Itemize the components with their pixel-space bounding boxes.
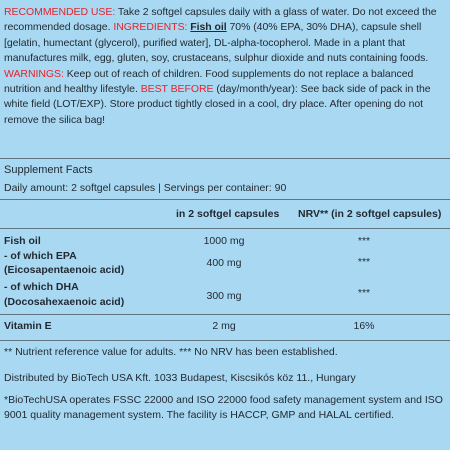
- ingredients-text: 70% (40% EPA, 30% DHA), capsule shell [gelatin, humectant (glycerol), purified water], DL-alpha-tocopherol. Made in a plant that manufactures milk, egg, gluten, soy, crustaceans, sulphur dioxide and nuts containing foods.: [4, 21, 429, 65]
- row-name: Fish oil: [4, 235, 41, 247]
- row-subname: (Eicosapentaenoic acid): [4, 264, 125, 276]
- row-nrv: 16%: [353, 320, 375, 332]
- row-amount: 1000 mg: [203, 235, 245, 247]
- row-nrv: ***: [357, 235, 371, 247]
- column-header-nrv: NRV** (in 2 softgel capsules): [298, 208, 442, 220]
- row-name: - of which DHA: [4, 281, 79, 293]
- warnings-text: Keep out of reach of children. Food supplements do not replace a balanced nutrition and healthy lifestyle.: [4, 67, 414, 96]
- divider-table-header: [0, 228, 450, 229]
- row-name: - of which EPA: [4, 250, 77, 262]
- divider-top: [0, 158, 450, 159]
- nrv-footnote: ** Nutrient reference value for adults. *** No NRV has been established.: [4, 346, 338, 358]
- best-before-text: (day/month/year): See back side of pack in the white field (LOT/EXP). Store product tightly closed in a cool, dry place. After opening do not remove the silica bag!: [4, 83, 431, 126]
- daily-amount: Daily amount: 2 softgel capsules: [4, 182, 156, 194]
- row-name: Vitamin E: [4, 320, 52, 332]
- divider-facts-header: [0, 199, 450, 200]
- column-header-amount: in 2 softgel capsules: [176, 208, 280, 220]
- supplement-facts-title: Supplement Facts: [4, 164, 93, 176]
- best-before-label: BEST BEFORE: [140, 83, 214, 96]
- distributor-info: Distributed by BioTech USA Kft. 1033 Budapest, Kiscsikós köz 11., Hungary: [4, 372, 356, 384]
- usage-instructions: [4, 5, 446, 128]
- divider-vitamin-e: [0, 314, 450, 315]
- certification-info: *BioTechUSA operates FSSC 22000 and ISO 22000 food safety management system and ISO 9001 quality management system. The facility is HACCP, GMP and HALAL certified.: [4, 394, 443, 422]
- row-nrv: ***: [357, 256, 371, 268]
- servings-per-container: Servings per container: 90: [163, 182, 287, 194]
- warnings-label: WARNINGS:: [4, 67, 64, 80]
- serving-info: [4, 182, 286, 195]
- recommended-use-text: Take 2 softgel capsules daily with a glass of water. Do not exceed the recommended dosage.: [4, 6, 437, 34]
- fish-oil-ingredient: Fish oil: [190, 21, 227, 34]
- row-amount: 300 mg: [206, 290, 242, 302]
- row-nrv: ***: [357, 287, 371, 299]
- ingredients-label: INGREDIENTS:: [113, 21, 188, 34]
- recommended-use-label: RECOMMENDED USE:: [4, 6, 116, 18]
- serving-separator: |: [158, 182, 161, 194]
- row-amount: 400 mg: [206, 257, 242, 269]
- row-subname: (Docosahexaenoic acid): [4, 296, 125, 308]
- row-amount: 2 mg: [212, 320, 236, 332]
- divider-table-bottom: [0, 340, 450, 341]
